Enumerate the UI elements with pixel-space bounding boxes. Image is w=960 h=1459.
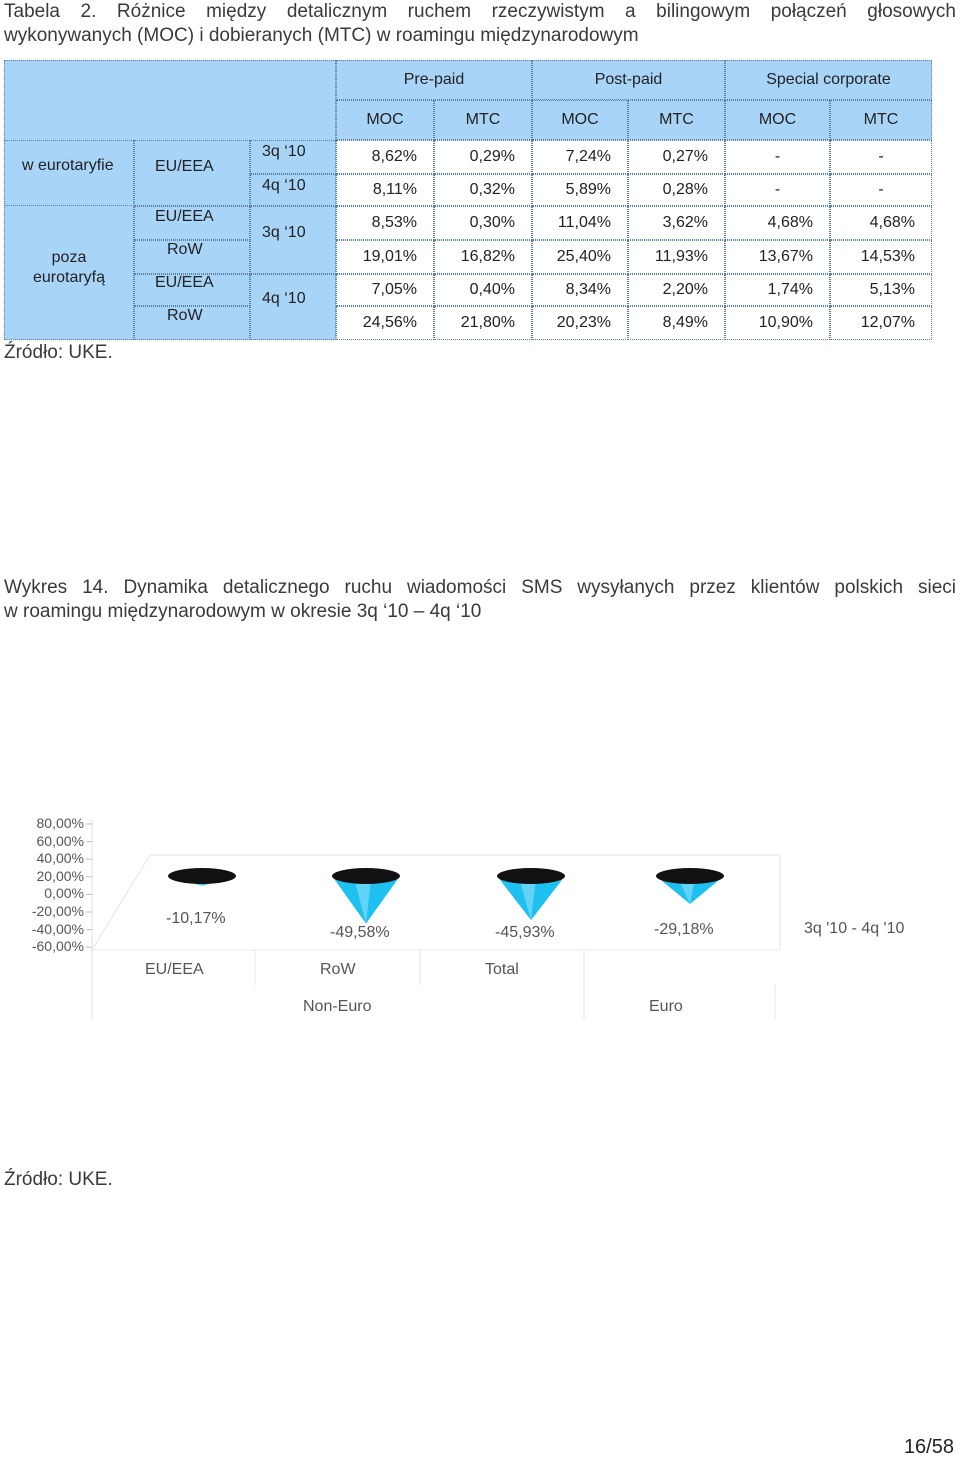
table-value-cell — [434, 174, 532, 206]
group-label-noneuro: poza eurotaryfą — [32, 249, 106, 286]
table-value: - — [878, 181, 884, 198]
table-value: 19,01% — [362, 248, 417, 265]
table-caption-line-1: Tabela 2. Różnice między detalicznym ruchem rzeczywistym a bilingowym połączeń głosowych — [4, 1, 956, 22]
table-value: 0,30% — [469, 214, 515, 231]
table-value-cell — [434, 306, 532, 340]
y-tick-label: -60,00% — [31, 938, 84, 955]
table-value-cell — [628, 274, 725, 306]
chart-caption-line-2: w roamingu międzynarodowym w okresie 3q ‘10 – 4q ‘10 — [4, 601, 482, 622]
table-value-cell — [830, 174, 932, 206]
table-value-cell — [725, 274, 830, 306]
row-period-label: 3q ‘10 — [262, 143, 306, 160]
table-value-cell — [532, 174, 628, 206]
table-value-cell — [336, 274, 434, 306]
table-value-cell — [628, 306, 725, 340]
cone-top — [332, 868, 400, 884]
group-label-noneuro: Non-Euro — [303, 998, 372, 1015]
table-value: 20,23% — [556, 314, 611, 331]
subheader-mtc: MTC — [628, 100, 725, 140]
row-region-label: EU/EEA — [155, 274, 214, 291]
row-period-label: 3q ‘10 — [262, 224, 306, 241]
table-value: 5,13% — [869, 281, 915, 298]
data-label: -45,93% — [495, 924, 555, 941]
y-tick-label: 60,00% — [36, 832, 84, 849]
table-caption-line-2: wykonywanych (MOC) i dobieranych (MTC) w roamingu międzynarodowym — [4, 25, 639, 46]
group-label-euro: Euro — [649, 998, 683, 1015]
table-value-cell — [532, 140, 628, 174]
plan-header-corporate: Special corporate — [725, 60, 932, 100]
data-label: -10,17% — [166, 910, 226, 927]
table-value: 5,89% — [565, 181, 611, 198]
category-label: RoW — [320, 961, 356, 978]
table-value: 1,74% — [767, 281, 813, 298]
table-value-cell — [628, 174, 725, 206]
cone-top — [656, 868, 724, 884]
table-value-cell — [434, 206, 532, 240]
y-tick-label: 40,00% — [36, 850, 84, 867]
table-value-cell — [434, 240, 532, 274]
y-tick-label: 0,00% — [44, 885, 84, 902]
table-value: 11,04% — [557, 214, 611, 231]
table-value: 14,53% — [860, 248, 915, 265]
table-value-cell — [725, 174, 830, 206]
table-value-cell — [628, 206, 725, 240]
table-value-cell — [628, 240, 725, 274]
table-value: 12,07% — [860, 314, 915, 331]
y-tick-label: -40,00% — [31, 920, 84, 937]
sms-roaming-chart — [0, 800, 960, 1040]
table-value-cell — [336, 206, 434, 240]
table-caption — [4, 0, 956, 48]
row-region-label: EU/EEA — [155, 208, 214, 225]
cone-top — [497, 868, 565, 884]
table-value: 0,29% — [469, 148, 515, 165]
table-value: 7,05% — [371, 281, 417, 298]
row-region-label: RoW — [167, 307, 203, 324]
table-value: 8,62% — [371, 148, 417, 165]
y-tick-label: 20,00% — [36, 867, 84, 884]
plan-header-prepaid: Pre-paid — [336, 60, 532, 100]
table-value-cell — [434, 274, 532, 306]
plan-header-postpaid: Post-paid — [532, 60, 725, 100]
table-value: 0,28% — [662, 181, 708, 198]
table-value-cell — [434, 140, 532, 174]
table-value: 0,40% — [469, 281, 515, 298]
table-value: 8,53% — [371, 214, 417, 231]
group-label-euro: w eurotaryfie — [22, 157, 114, 174]
table-value-cell — [830, 140, 932, 174]
subheader-moc: MOC — [725, 100, 830, 140]
table-value-cell — [830, 240, 932, 274]
table-value: 3,62% — [662, 214, 708, 231]
table-value-cell — [336, 174, 434, 206]
table-value: 8,11% — [372, 181, 417, 198]
chart-source: Źródło: UKE. — [4, 1169, 113, 1190]
subheader-mtc: MTC — [434, 100, 532, 140]
data-label: -49,58% — [330, 924, 390, 941]
row-region-label: EU/EEA — [155, 158, 214, 175]
row-period-label: 4q ‘10 — [262, 177, 306, 194]
table-value: - — [774, 148, 781, 165]
row-period-label: 4q ‘10 — [262, 290, 306, 307]
table-value: 4,68% — [767, 214, 813, 231]
table-value-cell — [830, 306, 932, 340]
table-value: 25,40% — [556, 248, 611, 265]
table-value-cell — [532, 274, 628, 306]
table-value: 0,32% — [469, 181, 515, 198]
row-region-label: RoW — [167, 241, 203, 258]
data-label: -29,18% — [654, 921, 714, 938]
chart-caption — [4, 576, 956, 624]
table-value: - — [878, 148, 884, 165]
table-value-cell — [725, 140, 830, 174]
roaming-difference-table — [4, 60, 932, 340]
table-value: - — [774, 181, 781, 198]
table-value: 21,80% — [460, 314, 515, 331]
subheader-mtc: MTC — [830, 100, 932, 140]
subheader-moc: MOC — [532, 100, 628, 140]
table-value-cell — [336, 306, 434, 340]
table-value-cell — [830, 206, 932, 240]
y-tick-label: -20,00% — [31, 903, 84, 919]
table-value-cell — [725, 206, 830, 240]
table-value: 8,34% — [565, 281, 611, 298]
table-source: Źródło: UKE. — [4, 342, 113, 363]
table-value-cell — [336, 140, 434, 174]
table-value-cell — [628, 140, 725, 174]
table-value: 4,68% — [869, 214, 915, 231]
table-value-cell — [532, 206, 628, 240]
table-value: 7,24% — [565, 148, 611, 165]
table-value: 24,56% — [362, 314, 417, 331]
table-value-cell — [725, 240, 830, 274]
subheader-moc: MOC — [336, 100, 434, 140]
table-value: 2,20% — [662, 281, 708, 298]
table-value-cell — [725, 306, 830, 340]
table-value: 16,82% — [460, 248, 515, 265]
chart-caption-line-1: Wykres 14. Dynamika detalicznego ruchu wiadomości SMS wysyłanych przez klientów polskich sieci — [4, 577, 956, 598]
y-tick-label: 80,00% — [36, 815, 84, 831]
cone-top — [168, 868, 236, 884]
table-value-cell — [532, 306, 628, 340]
table-value-cell — [532, 240, 628, 274]
table-value-cell — [830, 274, 932, 306]
table-value: 13,67% — [758, 248, 813, 265]
table-value: 0,27% — [662, 148, 708, 165]
table-value: 10,90% — [758, 314, 813, 331]
category-label: Total — [485, 961, 519, 978]
table-value-cell — [336, 240, 434, 274]
page-number: 16/58 — [903, 1436, 954, 1458]
legend-series-label: 3q '10 - 4q '10 — [804, 920, 905, 937]
table-value: 8,49% — [662, 314, 708, 331]
table-value: 11,93% — [654, 248, 708, 265]
category-label: EU/EEA — [145, 961, 204, 978]
